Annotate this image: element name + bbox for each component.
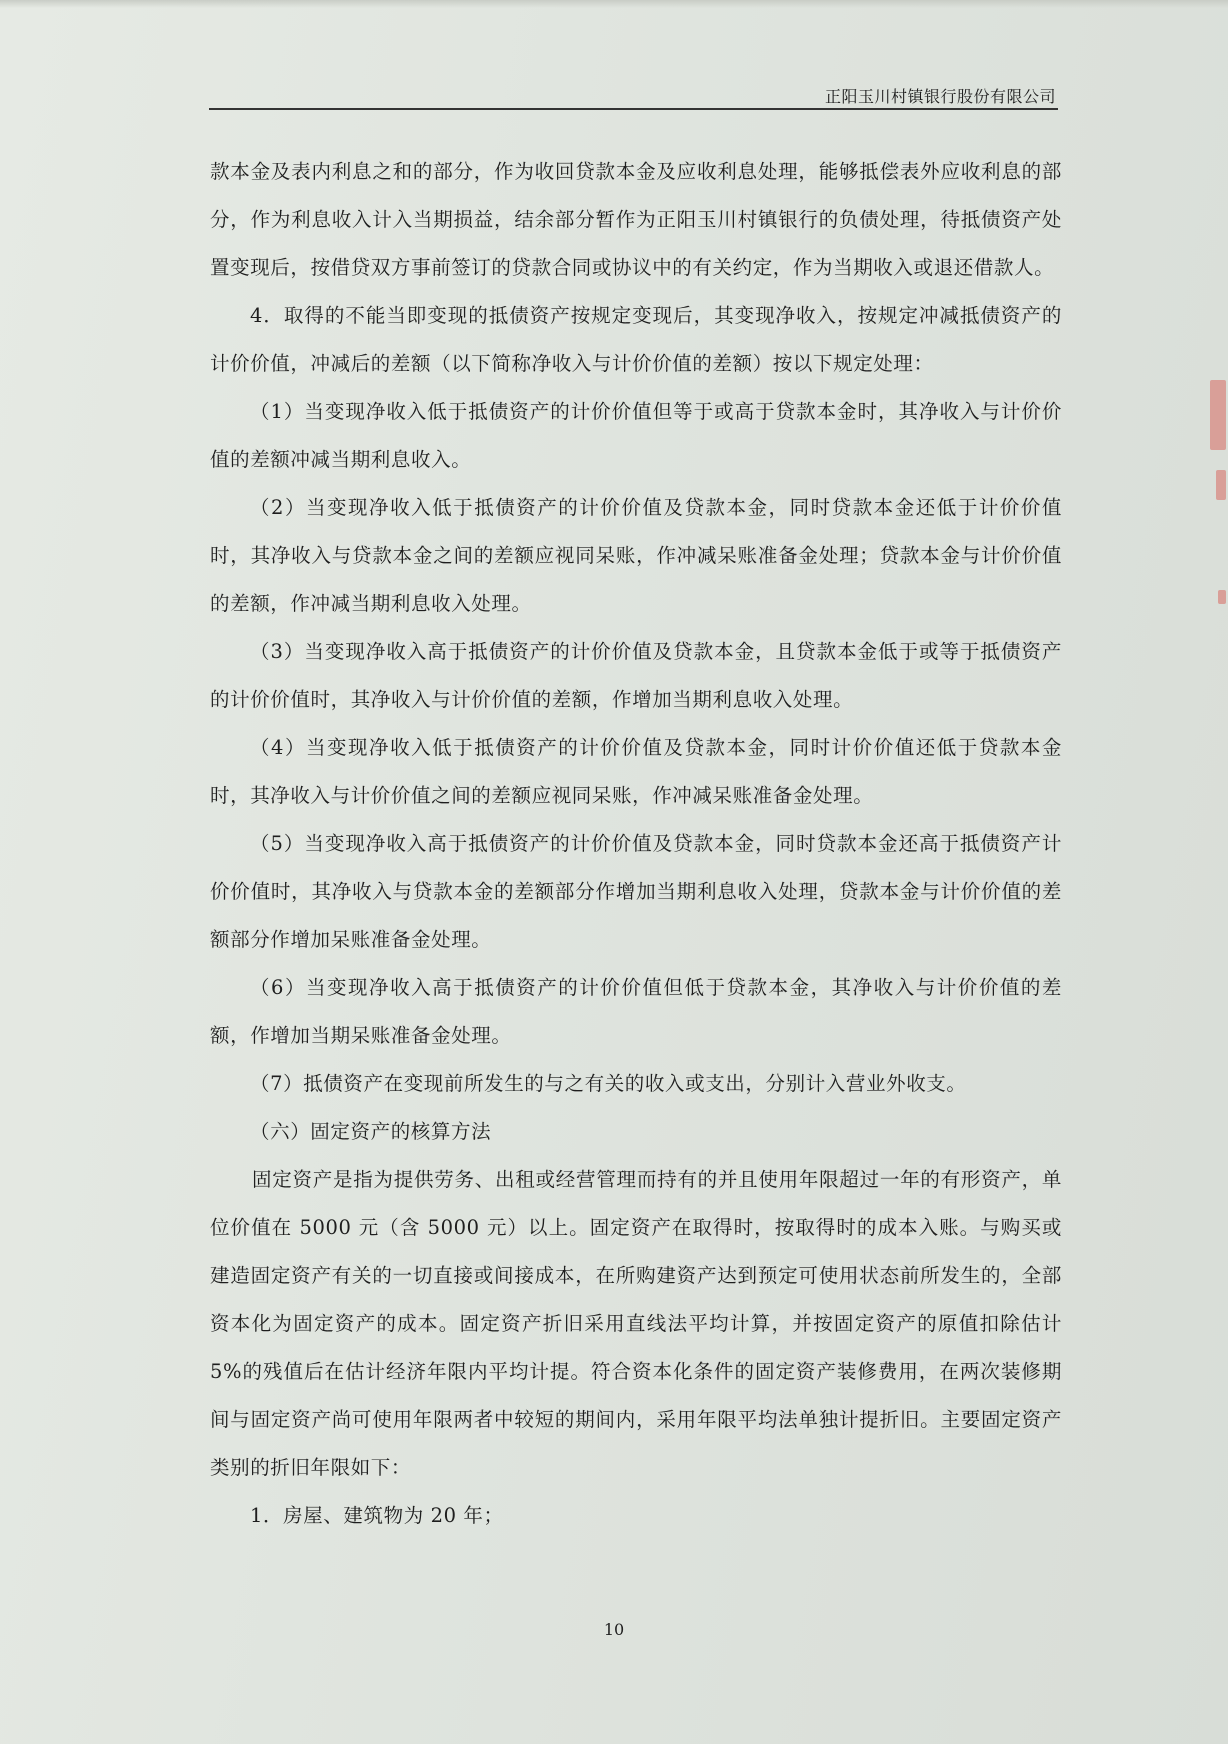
paragraph-sub-2: （2）当变现净收入低于抵债资产的计价价值及贷款本金，同时贷款本金还低于计价价值时，其净收入与贷款本金之间的差额应视同呆账，作冲减呆账准备金处理；贷款本金与计价价值的差额，作冲减当期利息收入处理。 bbox=[210, 496, 1062, 615]
company-name: 正阳玉川村镇银行股份有限公司 bbox=[824, 87, 1056, 106]
paragraph-sub-7: （7）抵债资产在变现前所发生的与之有关的收入或支出，分别计入营业外收支。 bbox=[250, 1072, 967, 1095]
section-heading-fixed-assets: （六）固定资产的核算方法 bbox=[250, 1120, 492, 1143]
scan-shadow bbox=[0, 0, 1228, 8]
paragraph-item-4: 4．取得的不能当即变现的抵债资产按规定变现后，其变现净收入，按规定冲减抵债资产的计价价值，冲减后的差额（以下简称净收入与计价价值的差额）按以下规定处理： bbox=[210, 304, 1062, 375]
paragraph-sub-5: （5）当变现净收入高于抵债资产的计价价值及贷款本金，同时贷款本金还高于抵债资产计价价值时，其净收入与贷款本金的差额部分作增加当期利息收入处理，贷款本金与计价价值的差额部分作增加呆账准备金处理。 bbox=[210, 832, 1062, 951]
header-rule bbox=[209, 108, 1058, 110]
document-body bbox=[210, 148, 1062, 1540]
paragraph-item-1: 1．房屋、建筑物为 20 年； bbox=[250, 1504, 504, 1527]
red-seal-stamp bbox=[1196, 360, 1228, 620]
page-number: 10 bbox=[603, 1620, 625, 1639]
paragraph-sub-1: （1）当变现净收入低于抵债资产的计价价值但等于或高于贷款本金时，其净收入与计价价值的差额冲减当期利息收入。 bbox=[210, 400, 1062, 471]
paragraph-continuation: 款本金及表内利息之和的部分，作为收回贷款本金及应收利息处理，能够抵偿表外应收利息的部分，作为利息收入计入当期损益，结余部分暂作为正阳玉川村镇银行的负债处理，待抵债资产处置变现后，按借贷双方事前签订的贷款合同或协议中的有关约定，作为当期收入或退还借款人。 bbox=[210, 160, 1062, 279]
page-header bbox=[209, 84, 1058, 106]
paragraph-fixed-assets: 固定资产是指为提供劳务、出租或经营管理而持有的并且使用年限超过一年的有形资产，单位价值在 5000 元（含 5000 元）以上。固定资产在取得时，按取得时的成本入账。与购买或建造固定资产有关的一切直接或间接成本，在所购建资产达到预定可使用状态前所发生的，全部资本化为固定资产的成本。固定资产折旧采用直线法平均计算，并按固定资产的原值扣除估计 5%的残值后在估计经济年限内平均计提。符合资本化条件的固定资产装修费用，在两次装修期间与固定资产尚可使用年限两者中较短的期间内，采用年限平均法单独计提折旧。主要固定资产类别的折旧年限如下： bbox=[210, 1168, 1062, 1479]
paragraph-sub-3: （3）当变现净收入高于抵债资产的计价价值及贷款本金，且贷款本金低于或等于抵债资产的计价价值时，其净收入与计价价值的差额，作增加当期利息收入处理。 bbox=[210, 640, 1062, 711]
paragraph-sub-4: （4）当变现净收入低于抵债资产的计价价值及贷款本金，同时计价价值还低于贷款本金时，其净收入与计价价值之间的差额应视同呆账，作冲减呆账准备金处理。 bbox=[210, 736, 1062, 807]
paragraph-sub-6: （6）当变现净收入高于抵债资产的计价价值但低于贷款本金，其净收入与计价价值的差额，作增加当期呆账准备金处理。 bbox=[210, 976, 1062, 1047]
